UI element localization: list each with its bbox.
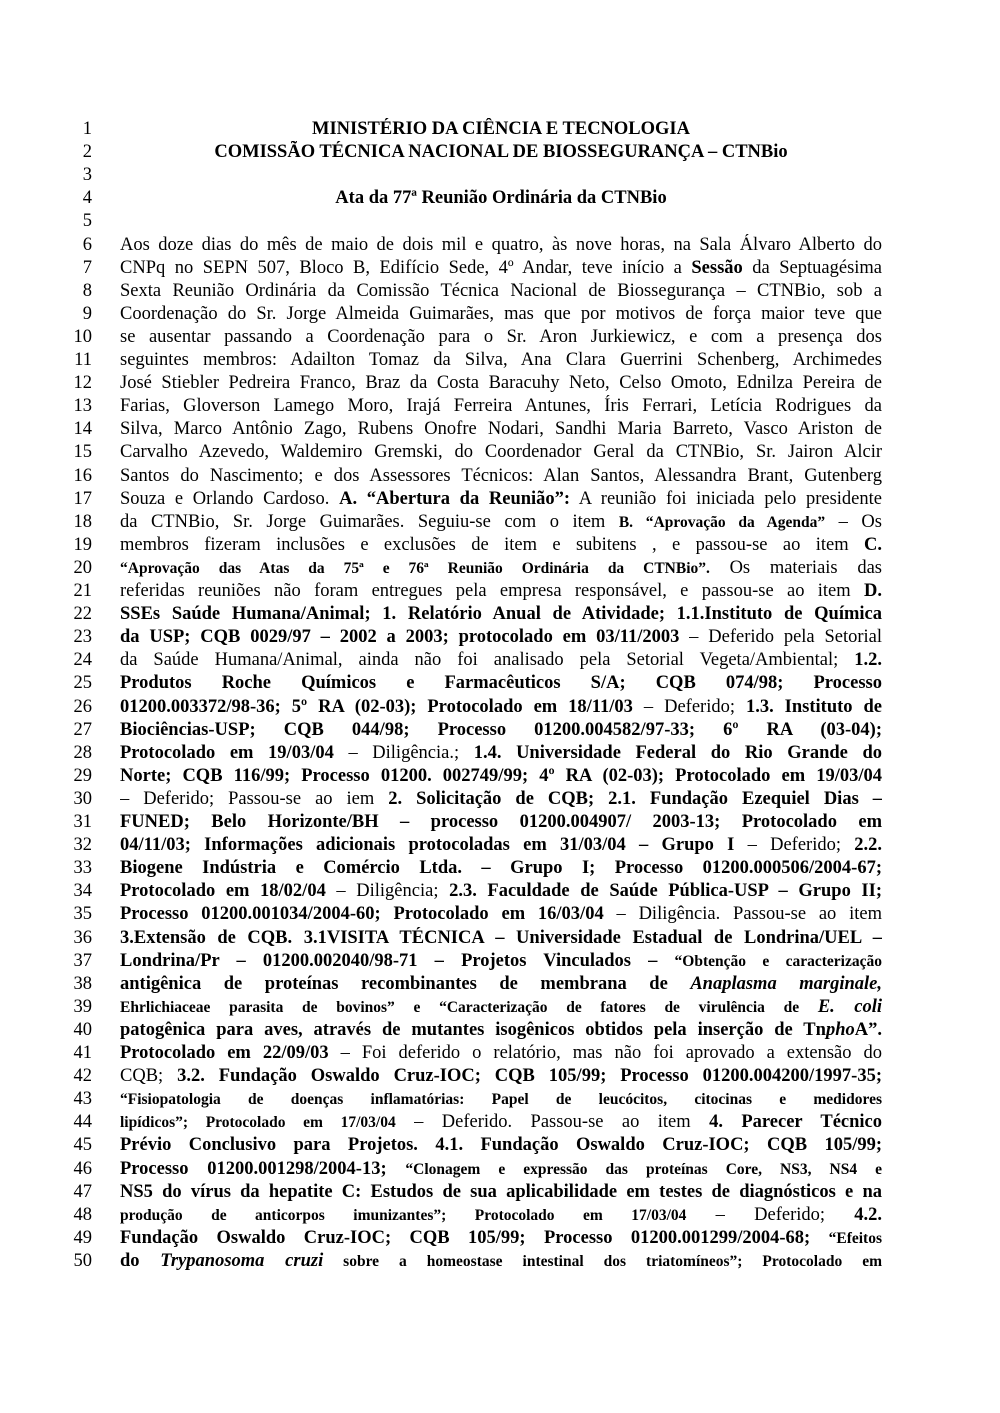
text-segment: do bbox=[120, 1250, 161, 1271]
text-segment: Ehrlichiaceae parasita de bovinos” e “Caracterização de fatores de virulência de bbox=[120, 998, 818, 1016]
line-number: 4 bbox=[82, 188, 92, 209]
document-line bbox=[0, 1158, 1000, 1181]
text-segment: da USP; CQB 0029/97 – 2002 a 2003; protocolado em 03/11/2003 bbox=[120, 627, 680, 648]
text-segment: Trypanosoma cruzi bbox=[160, 1250, 324, 1271]
document-line bbox=[0, 1042, 1000, 1065]
line-number: 48 bbox=[73, 1204, 92, 1225]
line-text bbox=[120, 996, 882, 1019]
line-number: 11 bbox=[74, 350, 92, 370]
line-number: 6 bbox=[82, 234, 92, 255]
line-number: 13 bbox=[73, 396, 92, 417]
line-text bbox=[120, 257, 882, 280]
text-segment: 2.2. bbox=[854, 835, 882, 856]
line-number: 23 bbox=[73, 627, 92, 648]
text-segment: Norte; CQB 116/99; Processo 01200. 002749/99; 4º RA (02-03); Protocolado em 19/03/04 bbox=[120, 765, 882, 786]
text-segment: Produtos Roche Químicos e Farmacêuticos S/A; CQB 074/98; Processo bbox=[120, 673, 882, 694]
line-number: 36 bbox=[73, 927, 92, 948]
document-line bbox=[0, 580, 1000, 603]
text-segment: Ata da 77ª Reunião Ordinária da CTNBio bbox=[335, 188, 667, 209]
document-line bbox=[0, 488, 1000, 511]
document-line bbox=[0, 880, 1000, 903]
line-text bbox=[120, 719, 882, 742]
document-line bbox=[0, 187, 1000, 210]
document-line bbox=[0, 1111, 1000, 1134]
line-number: 46 bbox=[73, 1158, 92, 1179]
text-segment: – Diligência; bbox=[325, 881, 450, 902]
line-number: 18 bbox=[73, 511, 92, 532]
text-segment: 1.4. Universidade Federal do Rio Grande do bbox=[473, 742, 882, 763]
line-text bbox=[120, 672, 882, 695]
line-number: 1 bbox=[82, 119, 92, 139]
text-segment: lipídicos”; Protocolado em 17/03/04 bbox=[120, 1114, 396, 1132]
line-text bbox=[120, 973, 882, 996]
line-text bbox=[120, 950, 882, 973]
line-text bbox=[120, 349, 882, 372]
line-number: 40 bbox=[73, 1019, 92, 1040]
line-number: 45 bbox=[73, 1135, 92, 1156]
document-line bbox=[0, 234, 1000, 257]
line-number: 17 bbox=[73, 488, 92, 509]
line-number: 24 bbox=[73, 650, 92, 671]
line-number: 25 bbox=[73, 673, 92, 694]
heading-text bbox=[120, 141, 882, 164]
text-segment: Silva, Marco Antônio Zago, Rubens Onofre Nodari, Sandhi Maria Barreto, Vasco Ariston de bbox=[120, 419, 882, 440]
text-segment: pho bbox=[825, 1019, 855, 1040]
text-segment: C. bbox=[864, 534, 882, 555]
document-line bbox=[0, 1204, 1000, 1227]
document-line bbox=[0, 465, 1000, 488]
text-segment: MINISTÉRIO DA CIÊNCIA E TECNOLOGIA bbox=[312, 119, 690, 139]
line-number: 31 bbox=[73, 812, 92, 832]
text-segment: E. coli bbox=[817, 996, 882, 1017]
document-line bbox=[0, 857, 1000, 880]
text-segment: se ausentar passando a Coordenação para o Sr. Aron Jurkiewicz, e com a presença dos bbox=[120, 326, 882, 347]
line-text bbox=[120, 1065, 882, 1088]
text-segment: sobre a homeostase intestinal dos triatomíneos”; Protocolado em bbox=[323, 1252, 882, 1270]
text-segment: 1.3. Instituto de bbox=[745, 696, 882, 717]
text-segment: Biogene Indústria e Comércio Ltda. – Grupo I; Processo 01200.000506/2004-67; bbox=[120, 858, 882, 879]
text-segment: 04/11/03; Informações adicionais protocoladas em 31/03/04 – Grupo I bbox=[120, 835, 735, 856]
line-number: 32 bbox=[73, 835, 92, 856]
line-text bbox=[120, 303, 882, 326]
line-number: 47 bbox=[73, 1181, 92, 1202]
document-line bbox=[0, 210, 1000, 233]
text-segment: da CTNBio, Sr. Jorge Guimarães. Seguiu-se com o item bbox=[120, 511, 619, 532]
text-segment: – Os bbox=[825, 511, 882, 532]
line-text bbox=[120, 742, 882, 765]
text-segment: – Diligência.; bbox=[333, 742, 474, 763]
document-line bbox=[0, 811, 1000, 834]
text-segment: produção de anticorpos imunizantes”; Protocolado em 17/03/04 bbox=[120, 1206, 687, 1224]
document-line bbox=[0, 1134, 1000, 1157]
text-segment: “Aprovação das Atas da 75ª e 76ª Reunião Ordinária da CTNBio”. bbox=[120, 559, 710, 577]
document-line bbox=[0, 742, 1000, 765]
line-text bbox=[120, 1250, 882, 1273]
text-segment: patogênica para aves, através de mutantes isogênicos obtidos pela inserção de Tn bbox=[120, 1019, 826, 1040]
document-line bbox=[0, 672, 1000, 695]
line-number: 19 bbox=[73, 534, 92, 555]
text-segment: Coordenação do Sr. Jorge Almeida Guimarães, mas que por motivos de força maior teve que bbox=[120, 303, 882, 324]
line-text bbox=[120, 488, 882, 511]
document-line bbox=[0, 927, 1000, 950]
line-number: 20 bbox=[73, 557, 92, 578]
document-line bbox=[0, 973, 1000, 996]
line-text bbox=[120, 880, 882, 903]
document-line bbox=[0, 511, 1000, 534]
text-segment: “Fisiopatologia de doenças inflamatórias: Papel de leucócitos, citocinas e medidores bbox=[120, 1091, 882, 1109]
line-number: 2 bbox=[82, 142, 92, 163]
document-line bbox=[0, 372, 1000, 395]
text-segment: Aos doze dias do mês de maio de dois mil e quatro, às nove horas, na Sala Álvaro Alberto do bbox=[120, 234, 882, 255]
line-number: 37 bbox=[73, 950, 92, 971]
line-number: 27 bbox=[73, 719, 92, 740]
text-segment: da Septuagésima bbox=[742, 257, 882, 278]
line-number: 28 bbox=[73, 742, 92, 763]
text-segment: – Deferido; Passou-se ao iem bbox=[120, 788, 389, 809]
line-text bbox=[120, 326, 882, 349]
line-number: 49 bbox=[73, 1227, 92, 1248]
text-segment: antigênica de proteínas recombinantes de membrana de bbox=[120, 973, 691, 994]
text-segment: 3.2. Fundação Oswaldo Cruz-IOC; CQB 105/99; Processo 01200.004200/1997-35; bbox=[177, 1066, 882, 1087]
text-segment: – Foi deferido o relatório, mas não foi aprovado a extensão do bbox=[328, 1043, 882, 1063]
line-text bbox=[120, 927, 882, 950]
line-number: 34 bbox=[73, 881, 92, 902]
text-segment: da Saúde Humana/Animal, ainda não foi analisado pela Setorial Vegeta/Ambiental; bbox=[120, 650, 855, 671]
line-text bbox=[120, 649, 882, 672]
line-number: 29 bbox=[73, 765, 92, 786]
document-line bbox=[0, 441, 1000, 464]
text-segment: Sessão bbox=[691, 257, 743, 278]
line-text bbox=[120, 788, 882, 811]
line-text bbox=[120, 465, 882, 488]
text-segment: Processo 01200.001298/2004-13; bbox=[120, 1158, 406, 1179]
text-segment: José Stiebler Pedreira Franco, Braz da Costa Baracuhy Neto, Celso Omoto, Ednilza Pereira de bbox=[120, 373, 882, 394]
text-segment: Os materiais das bbox=[709, 557, 882, 578]
text-segment: NS5 do vírus da hepatite C: Estudos de sua aplicabilidade em testes de diagnósticos e na bbox=[120, 1181, 882, 1202]
text-segment: 2.3. Faculdade de Saúde Pública-USP – Grupo II; bbox=[449, 881, 882, 902]
text-segment: Biociências-USP; CQB 044/98; Processo 01200.004582/97-33; 6º RA (03-04); bbox=[120, 719, 882, 740]
text-segment: A. “Abertura da Reunião”: bbox=[339, 488, 571, 509]
text-segment: A reunião foi iniciada pelo presidente bbox=[570, 488, 882, 509]
line-text bbox=[120, 234, 882, 257]
line-number: 43 bbox=[73, 1089, 92, 1110]
line-number: 22 bbox=[73, 604, 92, 625]
document-line bbox=[0, 788, 1000, 811]
line-text bbox=[120, 395, 882, 418]
document-line bbox=[0, 326, 1000, 349]
document-line bbox=[0, 719, 1000, 742]
line-text bbox=[120, 903, 882, 926]
document-line bbox=[0, 1088, 1000, 1111]
text-segment: Carvalho Azevedo, Waldemiro Gremski, do Coordenador Geral da CTNBio, Sr. Jairon Alcir bbox=[120, 442, 882, 463]
line-number: 16 bbox=[73, 465, 92, 486]
text-segment: Protocolado em 18/02/04 bbox=[120, 881, 326, 902]
line-text bbox=[120, 511, 882, 534]
text-segment: D. bbox=[864, 581, 882, 601]
text-segment: COMISSÃO TÉCNICA NACIONAL DE BIOSSEGURANÇA – CTNBio bbox=[214, 142, 788, 163]
text-segment: Protocolado em 22/09/03 bbox=[120, 1043, 329, 1063]
line-number: 15 bbox=[73, 442, 92, 463]
line-text bbox=[120, 1134, 882, 1157]
line-number: 26 bbox=[73, 696, 92, 717]
document-line bbox=[0, 164, 1000, 187]
text-segment: “Obtenção e caracterização bbox=[674, 952, 882, 970]
text-segment: “Clonagem e expressão das proteínas Core, NS3, NS4 e bbox=[405, 1160, 882, 1178]
document-line bbox=[0, 257, 1000, 280]
text-segment: 3.Extensão de CQB. 3.1VISITA TÉCNICA – Universidade Estadual de Londrina/UEL – bbox=[120, 927, 882, 948]
text-segment: CQB; bbox=[120, 1066, 178, 1087]
document-line bbox=[0, 834, 1000, 857]
line-text bbox=[120, 1181, 882, 1204]
text-segment: 2. Solicitação de CQB; 2.1. Fundação Ezequiel Dias – bbox=[388, 788, 882, 809]
text-segment: Prévio Conclusivo para Projetos. 4.1. Fundação Oswaldo Cruz-IOC; CQB 105/99; bbox=[120, 1135, 882, 1156]
line-text bbox=[120, 857, 882, 880]
text-segment: – Deferido. Passou-se ao item bbox=[395, 1112, 710, 1133]
document-line bbox=[0, 603, 1000, 626]
text-segment: – Deferido pela Setorial bbox=[679, 627, 882, 648]
text-segment: referidas reuniões não foram entregues pela empresa responsável, e passou-se ao item bbox=[120, 581, 864, 601]
text-segment: 4. Parecer Técnico bbox=[709, 1112, 882, 1133]
line-number: 8 bbox=[82, 280, 92, 301]
line-text bbox=[120, 1227, 882, 1250]
line-text bbox=[120, 534, 882, 557]
line-text bbox=[120, 1019, 882, 1042]
document-line bbox=[0, 950, 1000, 973]
line-text bbox=[120, 603, 882, 626]
heading-text bbox=[120, 118, 882, 141]
line-number: 12 bbox=[73, 373, 92, 394]
text-segment: Protocolado em 19/03/04 bbox=[120, 742, 334, 763]
document-line bbox=[0, 418, 1000, 441]
line-number: 21 bbox=[73, 581, 92, 601]
line-number: 41 bbox=[73, 1043, 92, 1063]
document-line bbox=[0, 1250, 1000, 1273]
document-line bbox=[0, 903, 1000, 926]
line-text bbox=[120, 834, 882, 857]
text-segment: A”. bbox=[854, 1019, 882, 1040]
text-segment: seguintes membros: Adailton Tomaz da Silva, Ana Clara Guerrini Schenberg, Archimedes bbox=[120, 350, 882, 370]
text-segment: Santos do Nascimento; e dos Assessores Técnicos: Alan Santos, Alessandra Brant, Gutenberg bbox=[120, 465, 882, 486]
text-segment: Farias, Gloverson Lamego Moro, Irajá Ferreira Antunes, Íris Ferrari, Letícia Rodrigues da bbox=[120, 396, 882, 417]
document-line bbox=[0, 1181, 1000, 1204]
text-segment: Londrina/Pr – 01200.002040/98-71 – Projetos Vinculados – bbox=[120, 950, 675, 971]
line-number: 5 bbox=[82, 211, 92, 232]
document-line bbox=[0, 696, 1000, 719]
document-line bbox=[0, 395, 1000, 418]
text-segment: SSEs Saúde Humana/Animal; 1. Relatório Anual de Atividade; 1.1.Instituto de Química bbox=[120, 604, 882, 625]
line-number: 33 bbox=[73, 858, 92, 879]
line-text bbox=[120, 1088, 882, 1111]
text-segment: Fundação Oswaldo Cruz-IOC; CQB 105/99; Processo 01200.001299/2004-68; bbox=[120, 1227, 829, 1248]
text-segment: – Deferido; bbox=[734, 835, 855, 856]
document-line bbox=[0, 118, 1000, 141]
line-number: 38 bbox=[73, 973, 92, 994]
line-number: 35 bbox=[73, 904, 92, 925]
text-segment: Souza e Orlando Cardoso. bbox=[120, 488, 340, 509]
text-segment: Sexta Reunião Ordinária da Comissão Técnica Nacional de Biossegurança – CTNBio, sob a bbox=[120, 280, 882, 301]
line-text bbox=[120, 1111, 882, 1134]
line-number: 10 bbox=[73, 326, 92, 347]
document-line bbox=[0, 1065, 1000, 1088]
text-segment: B. “Aprovação da Agenda” bbox=[618, 513, 826, 531]
line-number: 14 bbox=[73, 419, 92, 440]
line-text bbox=[120, 1204, 882, 1227]
line-text bbox=[120, 280, 882, 303]
text-segment: 1.2. bbox=[854, 650, 882, 671]
line-text bbox=[120, 557, 882, 580]
document-line bbox=[0, 534, 1000, 557]
document-line bbox=[0, 626, 1000, 649]
document-line bbox=[0, 996, 1000, 1019]
line-text bbox=[120, 811, 882, 834]
document-line bbox=[0, 649, 1000, 672]
line-text bbox=[120, 580, 882, 603]
document-line bbox=[0, 349, 1000, 372]
text-segment: – Deferido; bbox=[632, 696, 746, 717]
text-segment: – Diligência. Passou-se ao item bbox=[603, 904, 882, 925]
text-segment: Processo 01200.001034/2004-60; Protocolado em 16/03/04 bbox=[120, 904, 604, 925]
line-number: 44 bbox=[73, 1112, 92, 1133]
text-segment: – Deferido; bbox=[686, 1204, 855, 1225]
line-number: 30 bbox=[73, 788, 92, 809]
line-number: 50 bbox=[73, 1250, 92, 1271]
document-line bbox=[0, 765, 1000, 788]
text-segment: “Efeitos bbox=[828, 1229, 882, 1247]
line-text bbox=[120, 1158, 882, 1181]
line-text bbox=[120, 765, 882, 788]
line-text bbox=[120, 441, 882, 464]
text-segment: Anaplasma marginale, bbox=[690, 973, 882, 994]
document-line bbox=[0, 141, 1000, 164]
document-line bbox=[0, 557, 1000, 580]
text-segment: 4.2. bbox=[854, 1204, 882, 1225]
line-number: 9 bbox=[82, 303, 92, 324]
line-text bbox=[120, 372, 882, 395]
line-number: 7 bbox=[82, 257, 92, 278]
line-text bbox=[120, 418, 882, 441]
text-segment: membros fizeram inclusões e exclusões de item e subitens , e passou-se ao item bbox=[120, 534, 864, 555]
text-segment: CNPq no SEPN 507, Bloco B, Edifício Sede, 4º Andar, teve início a bbox=[120, 257, 692, 278]
line-text bbox=[120, 1042, 882, 1065]
document-line bbox=[0, 303, 1000, 326]
text-segment: 01200.003372/98-36; 5º RA (02-03); Protocolado em 18/11/03 bbox=[120, 696, 633, 717]
document-line bbox=[0, 1019, 1000, 1042]
document-line bbox=[0, 280, 1000, 303]
text-segment: FUNED; Belo Horizonte/BH – processo 01200.004907/ 2003-13; Protocolado em bbox=[120, 812, 882, 832]
line-text bbox=[120, 626, 882, 649]
line-text bbox=[120, 696, 882, 719]
line-number: 3 bbox=[82, 165, 92, 186]
line-number: 42 bbox=[73, 1066, 92, 1087]
document-line bbox=[0, 1227, 1000, 1250]
line-number: 39 bbox=[73, 996, 92, 1017]
heading-text bbox=[120, 187, 882, 210]
